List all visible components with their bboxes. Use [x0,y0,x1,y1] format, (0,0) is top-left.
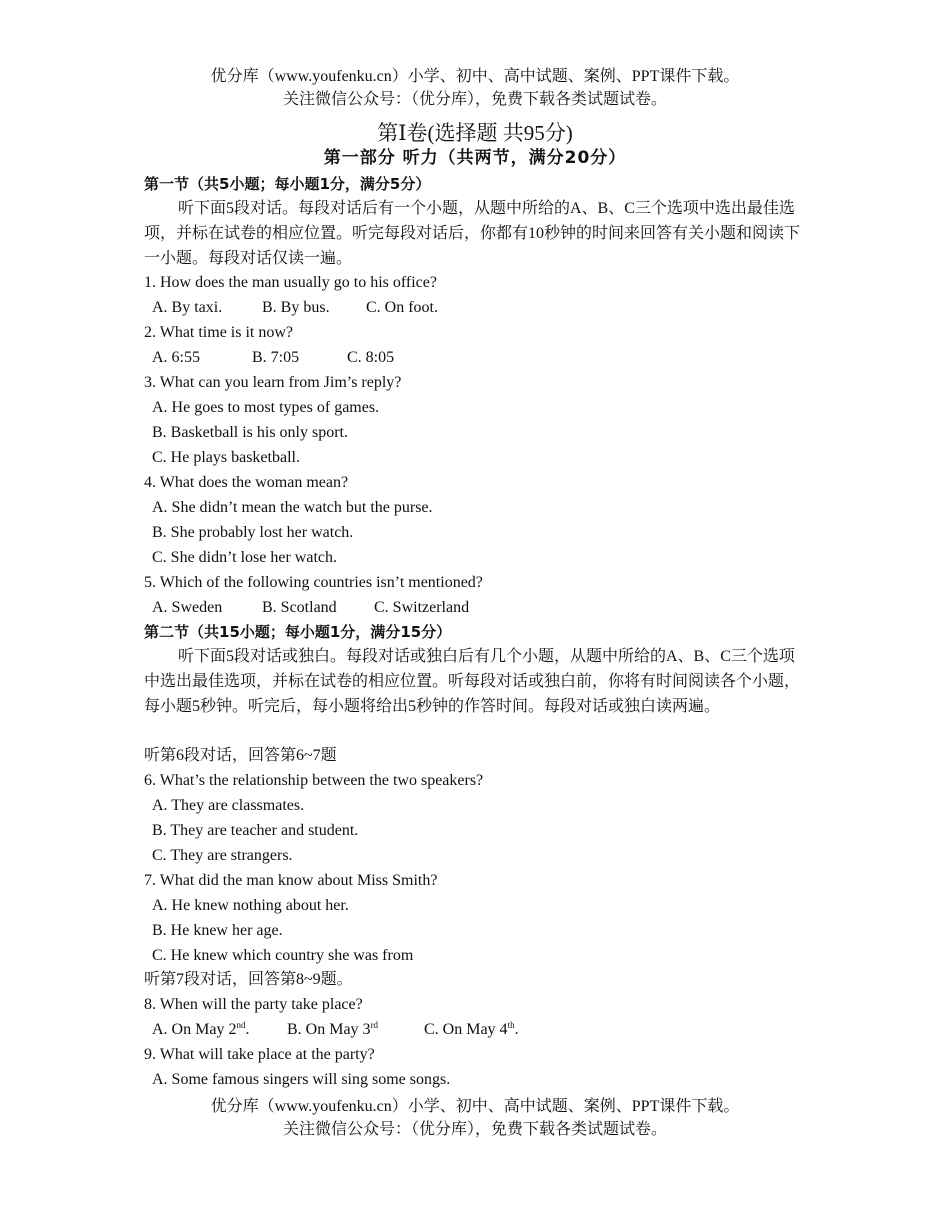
exam-title: 第Ⅰ卷(选择题 共95分) [377,121,573,145]
option-b: B. By bus. [262,299,330,316]
question-6-option-b: B. They are teacher and student. [152,822,359,839]
question-3-option-c: C. He plays basketball. [152,449,300,466]
option-a-text: A. On May 2 [152,1021,237,1038]
header-line-2: 关注微信公众号：（优分库），免费下载各类试题试卷。 [282,91,667,108]
option-b: B. 7:05 [252,349,300,366]
section1-heading: 第一节（共5小题；每小题1分，满分5分） [144,175,431,193]
option-a: A. By taxi. [152,299,223,316]
question-3-stem: 3. What can you learn from Jim’s reply? [144,374,402,391]
question-4-option-a: A. She didn’t mean the watch but the purse. [152,499,433,516]
option-b: B. Scotland [262,599,337,616]
question-4-option-b: B. She probably lost her watch. [152,524,354,541]
question-9-stem: 9. What will take place at the party? [144,1046,375,1063]
option-c [424,1020,519,1040]
option-c-suffix: th [507,1020,515,1030]
question-6-stem: 6. What’s the relationship between the two speakers? [144,772,484,789]
question-7-option-c: C. He knew which country she was from [152,947,414,964]
option-c-text: C. On May 4 [424,1021,508,1038]
part-title: 第一部分 听力（共两节，满分20分） [323,148,627,168]
question-2-options [152,348,394,368]
question-6-option-c: C. They are strangers. [152,847,293,864]
dialogue-6-instruction: 听第6段对话，回答第6~7题 [144,747,337,764]
header-line-1: 优分库（www.youfenku.cn）小学、初中、高中试题、案例、PPT课件下载。 [210,68,740,85]
option-c: C. On foot. [366,299,438,316]
question-1-options [152,298,438,318]
question-9-option-a: A. Some famous singers will sing some songs. [152,1071,451,1088]
question-7-stem: 7. What did the man know about Miss Smith? [144,872,438,889]
question-4-stem: 4. What does the woman mean? [144,474,349,491]
question-3-option-a: A. He goes to most types of games. [152,399,380,416]
option-a-tail: . [245,1021,250,1038]
question-7-option-a: A. He knew nothing about her. [152,897,349,914]
option-b-suffix: rd [370,1020,379,1030]
question-2-stem: 2. What time is it now? [144,324,294,341]
section1-instructions: 听下面5段对话。每段对话后有一个小题，从题中所给的A、B、C三个选项中选出最佳选项，并标在试卷的相应位置。听完每段对话后，你都有10秒钟的时间来回答有关小题和阅读下一小题。每段对话仅读一遍。 [144,200,801,267]
question-1-stem: 1. How does the man usually go to his office? [144,274,437,291]
footer-line-2: 关注微信公众号：（优分库），免费下载各类试题试卷。 [282,1121,667,1138]
option-c: C. 8:05 [347,349,395,366]
question-5-options [152,598,469,618]
question-5-stem: 5. Which of the following countries isn’t mentioned? [144,574,483,591]
option-c: C. Switzerland [374,599,470,616]
dialogue-7-instruction: 听第7段对话，回答第8~9题。 [144,971,353,988]
question-3-option-b: B. Basketball is his only sport. [152,424,348,441]
option-c-tail: . [514,1021,519,1038]
section2-instructions: 听下面5段对话或独白。每段对话或独白后有几个小题，从题中所给的A、B、C三个选项中选出最佳选项，并标在试卷的相应位置。听每段对话或独白前，你将有时间阅读各个小题，每小题5秒钟。听完后，每小题将给出5秒钟的作答时间。每段对话或独白读两遍。 [144,648,801,715]
question-6-option-a: A. They are classmates. [152,797,305,814]
footer-line-1: 优分库（www.youfenku.cn）小学、初中、高中试题、案例、PPT课件下载。 [210,1098,740,1115]
option-a: A. Sweden [152,599,223,616]
option-b [287,1020,424,1040]
option-a-suffix: nd [236,1020,246,1030]
option-a [152,1020,287,1040]
option-b-text: B. On May 3 [287,1021,371,1038]
question-8-options [152,1020,519,1040]
question-8-stem: 8. When will the party take place? [144,996,363,1013]
question-4-option-c: C. She didn’t lose her watch. [152,549,338,566]
question-7-option-b: B. He knew her age. [152,922,283,939]
option-a: A. 6:55 [152,349,200,366]
section2-heading: 第二节（共15小题；每小题1分，满分15分） [144,623,452,641]
